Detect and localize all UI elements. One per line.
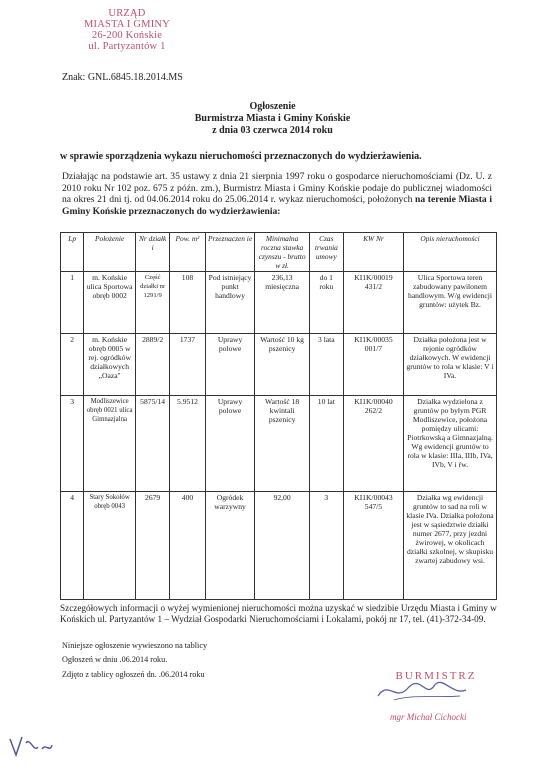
cell-opis: Ulica Sportowa teren zabudowany pawilonem handlowym. W/g ewidencji gruntów: użytek Bz. — [404, 272, 497, 334]
table-header-row — [61, 233, 497, 272]
header-kw: KW Nr — [343, 233, 403, 272]
header-polozenie: Położenie — [84, 233, 136, 272]
intro-bold-text: na terenie Miasta i Gminy Końskie przeznaczonych do wydzierżawienia: — [62, 194, 493, 217]
intro-paragraph — [62, 171, 492, 217]
cell-pow: 5.9512 — [170, 396, 205, 492]
cell-nr: 5875/14 — [135, 396, 169, 492]
signature-scribble — [374, 676, 474, 704]
cell-przeznaczenie: Pod istniejący punkt handlowy — [205, 272, 255, 334]
footer-posted-day: Ogłoszeń w dniu .06.2014 roku. — [62, 655, 168, 664]
cell-pow: 108 — [170, 272, 205, 334]
cell-stawka: Wartość 18 kwintali pszenicy — [255, 396, 309, 492]
property-table — [60, 232, 497, 600]
cell-kw: KI1K/00019 431/2 — [343, 272, 403, 334]
cell-pow: 1737 — [170, 334, 205, 396]
footer-info: Szczegółowych informacji o wyżej wymienionej nieruchomości można uzyskać w siedzibie Urzędu Miasta i Gminy w Końskich ul. Partyzantów 1 – Wydział Gospodarki Nieruchomościami i Lokalami, pokój nr 17, tel. (41)-372-34-09. — [60, 603, 497, 625]
cell-opis: Działka wydzielona z gruntów po byłym PGR Modliszewice, położona pomiędzy ulicami: Piotrkowską a Gimnazjalną. Wg ewidencji gruntów to rola w klasie: IIIa, IIIb, IVa, IVb, V i ŕw. — [404, 396, 497, 492]
handwritten-initials — [6, 733, 56, 761]
stamp-line-1: URZĄD — [108, 8, 146, 19]
cell-kw: KI1K/00040 262/2 — [343, 396, 403, 492]
cell-stawka: 236,13 miesięczna — [255, 272, 309, 334]
cell-opis: Działka położona jest w rejonie ogródków działkowych. W ewidencji gruntów to rola w klasie: V i IVa. — [404, 334, 497, 396]
cell-czas: 3 — [309, 492, 343, 600]
reference-number: Znak: GNL.6845.18.2014.MS — [62, 72, 183, 83]
cell-polozenie: Modliszewice obręb 0021 ulica Gimnazjalna — [84, 396, 136, 492]
cell-stawka: 92,00 — [255, 492, 309, 600]
office-stamp — [62, 8, 192, 52]
table-row — [61, 492, 497, 600]
announcement-title: Ogłoszenie — [249, 101, 296, 112]
table-row — [61, 334, 497, 396]
cell-czas: 10 lat — [309, 396, 343, 492]
cell-lp: 3 — [61, 396, 84, 492]
table-row — [61, 396, 497, 492]
cell-czas: 3 lata — [309, 334, 343, 396]
mayor-name: mgr Michał Cichocki — [390, 712, 467, 722]
header-czas: Czas trwania umowy — [309, 233, 343, 272]
footer-removed: Zdjęto z tablicy ogłoszeń dn. .06.2014 roku — [62, 670, 205, 679]
cell-pow: 400 — [170, 492, 205, 600]
mayor-stamp-title: BURMISTRZ — [395, 670, 477, 682]
cell-przeznaczenie: Ogródek warzywny — [205, 492, 255, 600]
stamp-line-2: MIASTA I GMINY — [84, 19, 170, 30]
cell-opis: Działka wg ewidencji gruntów to sad na roli w klasie IVa. Działka położona jest w sąsiedztwie działki numer 2677, przy jezdni żwirowej, w okolicach działki szkolnej, w skupisku zwartej zabudowy wsi. — [404, 492, 497, 600]
header-przeznaczenie: Przeznaczen ie — [205, 233, 255, 272]
header-nr-dzialki: Nr działk i — [135, 233, 169, 272]
cell-nr: 2889/2 — [135, 334, 169, 396]
cell-lp: 4 — [61, 492, 84, 600]
cell-polozenie: m. Końskie obręb 0005 w rej. ogródków działkowych „Oaza" — [84, 334, 136, 396]
cell-przeznaczenie: Uprawy polowe — [205, 334, 255, 396]
header-lp: Lp — [61, 233, 84, 272]
table-row — [61, 272, 497, 334]
cell-przeznaczenie: Uprawy polowe — [205, 396, 255, 492]
cell-lp: 1 — [61, 272, 84, 334]
stamp-line-4: ul. Partyzantów 1 — [88, 41, 166, 52]
cell-lp: 2 — [61, 334, 84, 396]
header-powierzchnia: Pow. m² — [170, 233, 205, 272]
announcement-issuer: Burmistrza Miasta i Gminy Końskie — [194, 113, 351, 124]
header-stawka: Minimalna roczna stawka czynszu - brutto w zł. — [255, 233, 309, 272]
cell-polozenie: m. Końskie ulica Sportowa obręb 0002 — [84, 272, 136, 334]
announcement-subject: w sprawie sporządzenia wykazu nieruchomości przeznaczonych do wydzierżawienia. — [60, 151, 422, 162]
footer-posted: Niniejsze ogłoszenie wywieszono na tablicy — [62, 641, 208, 650]
cell-nr: 2679 — [135, 492, 169, 600]
cell-stawka: Wartość 10 kg pszenicy — [255, 334, 309, 396]
stamp-line-3: 26-200 Końskie — [91, 30, 163, 41]
header-opis: Opis nieruchomości — [404, 233, 497, 272]
announcement-date: z dnia 03 czerwca 2014 roku — [212, 125, 333, 136]
cell-kw: KI1K/00035 001/7 — [343, 334, 403, 396]
cell-czas: do 1 roku — [309, 272, 343, 334]
cell-kw: KI1K/00043 547/5 — [343, 492, 403, 600]
intro-text: Działając na podstawie art. 35 ustawy z dnia 21 sierpnia 1997 roku o gospodarce nieruchomościami (Dz. U. z 2010 roku Nr 102 poz. 675 z późn. zm.), Burmistrz Miasta i Gminy Końskie podaje do publicznej wiadomości na okres 21 dni tj. od 04.06.2014 roku do 25.06.2014 r. wykaz nieruchomości, położonych — [62, 171, 492, 206]
cell-polozenie: Stary Sokołów obręb 0043 — [84, 492, 136, 600]
cell-nr: Część działki nr 1291/9 — [135, 272, 169, 334]
